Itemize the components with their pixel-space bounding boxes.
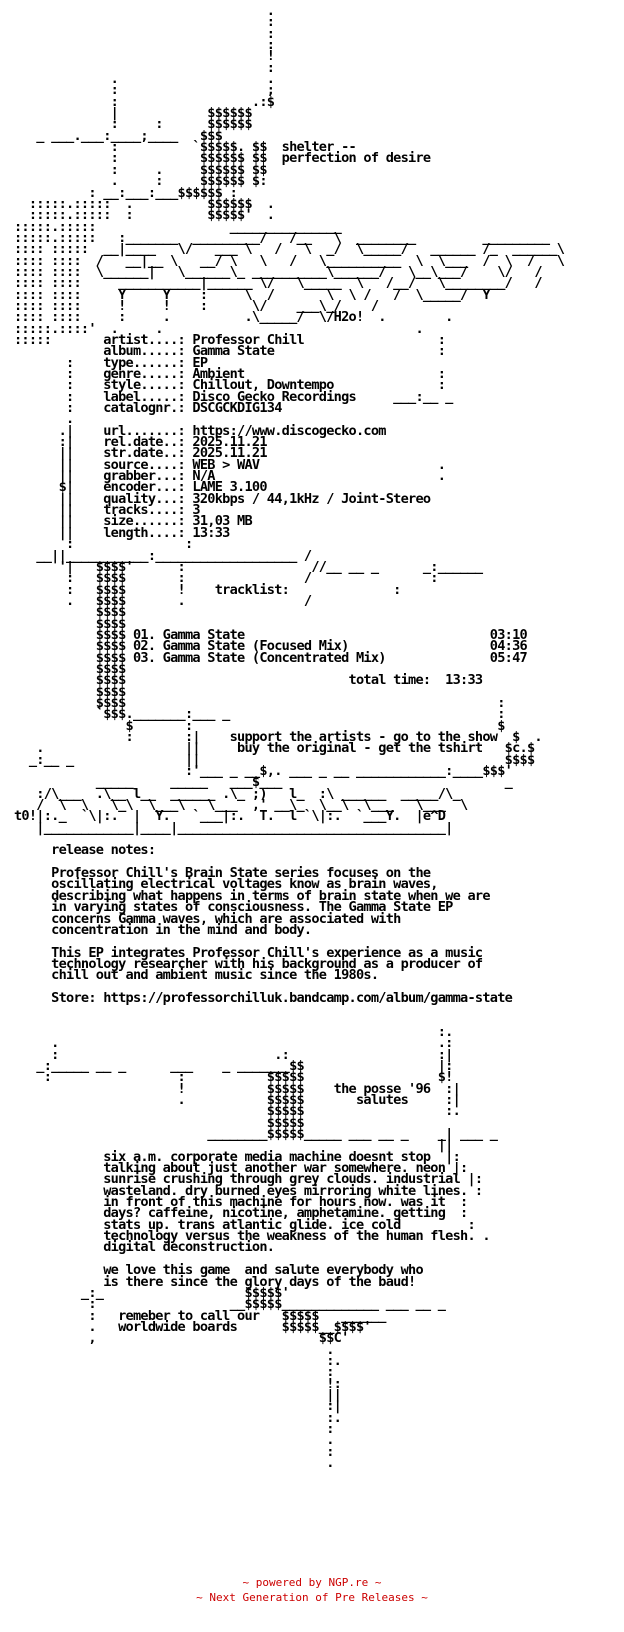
footer-powered-by: ~ powered by NGP.re ~ <box>242 1576 382 1589</box>
nfo-ascii-art: . : : : ! : . . : ; : .:$ | $$$$$$ : : $$$$$$ _ ___.___:____;____ $$$ : `$$$$$. $$ shelter -- : $$$$$$ $$ perfection of desire : . $$$$$$ $$ . : $$$$$$ $: : __:___:___$$$$$$ : :::::.::::: . $$$$$$ . :::::.::::: : $$$$$' . :::::.::::: _______________ :::::.::::: :_______ _________/ /__ \ ________ _________ :::: ::::: __|____ \/ ___ \ / \ _/ \_____/ ______ /_ ______\ :::: :::: / __|__ \ __/ \ \ / \__________ \ \___ / \ / \ :::: :::: \______| \______\_ __________\______/ \__\___/ \/ / :::: :::: ___________|______ \/ \_____ \ /__/ \________/ / :::: :::: Y Y : \ / \ \ / / \_____/ Y :::: :::: ! ! : \/ ___\_/ / :::: :::: : . .\_____/ \/H2o! . . :::::.::::' . . . ::::: artist....: Professor Chill : album.....: Gamma State : : type......: EP : genre.....: Ambient : : style.....: Chillout, Downtempo : : label.....: Disco Gecko Recordings ___:__ _ : catalognr.: DSCGCKDIG134 . .| url.......: https://www.discogecko.com :| rel.date..: 2025.11.21 || str.date..: 2025.11.21 || source....: WEB > WAV . || grabber...: N/A . $| encoder...: LAME 3.100 || quality...: 320kbps / 44,1kHz / Joint-Stereo || tracks....: 3 || size......: 31,03 MB || length....: 13:33 : : __||___________:___________________ / '| $$$$' : //__ __ _ _:______ : $$$$ : / : : $$$$ ! tracklist: : . $$$$ . / $$$$ $$$$ $$$$ 01. Gamma State 03:10 $$$$ 02. Gamma State (Focused Mix) 04:36 $$$$ 03. Gamma State (Concentrated Mix) 05:47 $$$$ $$$$ total time: 13:33 $$$$ $$$$ : `$$$._______:___ _ : $ : $ : :| support the artists - go to the show $ . . || buy the original - get the tshirt $c.$ _:__ _ || $$$$ :'___ _ __$,. ___ _ __ ____________:____$$$' _____ _____ ___$___ _ :/\___ .\__ l__ ______ .\_ ;) l_ :\ ______ _____/\_ / \ \ \_\ \___\ \___ ,' __\_ \__\ \___ \___ \ t0!|:._ `\|:. | Y. `___|:. T. l `\|:. `___Y. |e^D |____________|____|____________________________________| release notes: Professor Chill's Brain State series focuses on the oscillating electrical voltages know as brain waves, describing what happens in terms of brain state when we are in varying states of consciousness. The Gamma State EP concerns Gamma waves, which are associated with concentration in the mind and body. This EP integrates Professor Chill's experience as a music technology researcher with his background as a producer of chill out and ambient music since the 1980s. Store: https://professorchilluk.bandcamp.com/album/gamma-state :. . .: : .: :| _:_____ __ _ ___ _ _______$$ |: : : $$$$$ $! ! $$$$$ the posse '96 :| . $$$$$ salutes :| $$$$$ :. $$$$$ ________$$$$$_____ ___ __ _ _| ___ _ || six a.m. corporate media machine doesnt stop |: talking about just another war somewhere. neon |: sunrise crushing through grey clouds. industrial |: wasteland. dry burned eyes mirroring white lines. : in front of this machine for hours now. was it : days? caffeine, nicotine, amphetamine. getting : stats up. trans atlantic glide. ice cold : technology versus the weakness of the human flesh. . digital deconstruction. we love this game and salute everybody who is there since the glory days of the baud! _:_ $$$$$' : __$$$$$_____________ ___ __ _ : remeber to call our $$$$$ ______ . worldwide boards $$$$$__$$$$' , $$C' . :. : !: || :| :. : . : . <box>14 3 565 1471</box>
footer-tagline: ~ Next Generation of Pre Releases ~ <box>196 1591 428 1604</box>
